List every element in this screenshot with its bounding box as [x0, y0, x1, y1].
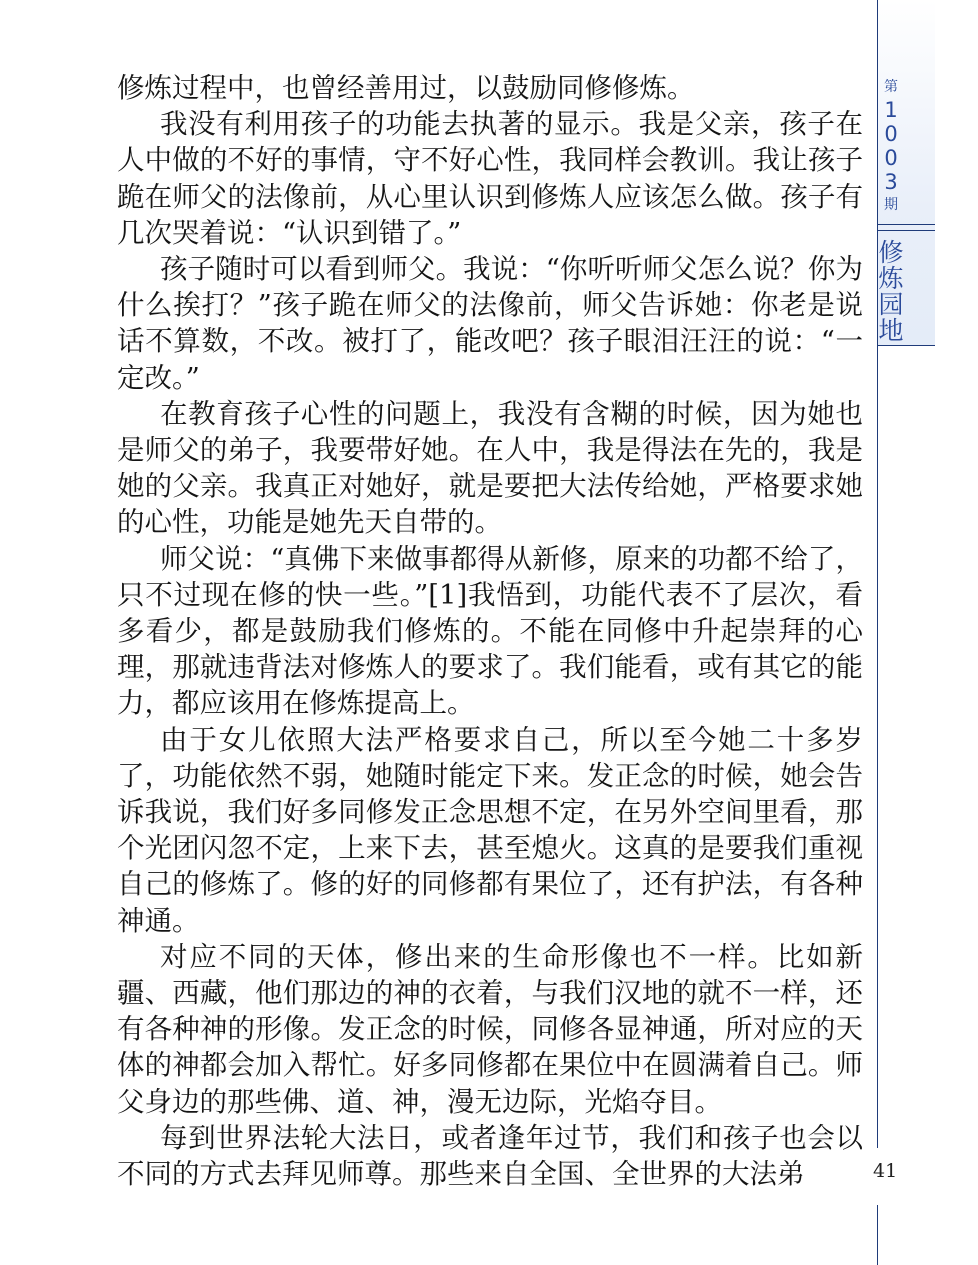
- side-divider-line-lower: [877, 1205, 878, 1265]
- paragraph-2: 我没有利用孩子的功能去执著的显示。我是父亲，孩子在人中做的不好的事情，守不好心性，我同样会教训。我让孩子跪在师父的法像前，从心里认识到修炼人应该怎么做。孩子有几次哭着说：“认识到错了。”: [117, 108, 863, 249]
- page-number: 41: [873, 1160, 898, 1182]
- article-body: [117, 70, 863, 1192]
- paragraph-4: 在教育孩子心性的问题上，我没有含糊的时候，因为她也是师父的弟子，我要带好她。在人中，我是得法在先的，我是她的父亲。我真正对她好，就是要把大法传给她，严格要求她的心性，功能是她先天自带的。: [117, 397, 863, 539]
- section-char-2: 炼: [878, 264, 904, 293]
- section-title: [877, 240, 905, 344]
- section-char-3: 园: [878, 290, 904, 319]
- side-rule-1: [877, 224, 935, 225]
- issue-digit-3: 0: [884, 146, 898, 170]
- paragraph-7: 对应不同的天体，修出来的生命形像也不一样。比如新疆、西藏，他们那边的神的衣着，与我们汉地的就不一样，还有各种神的形像。发正念的时候，同修各显神通，所对应的天体的神都会加入帮忙。好多同修都在果位中在圆满着自己。师父身边的那些佛、道、神，漫无边际，光焰夺目。: [117, 940, 863, 1118]
- paragraph-3: 孩子随时可以看到师父。我说：“你听听师父怎么说？你为什么挨打？”孩子跪在师父的法像前，师父告诉她：你老是说话不算数，不改。被打了，能改吧？孩子眼泪汪汪的说：“一定改。”: [117, 253, 863, 394]
- issue-digit-1: 1: [884, 98, 898, 122]
- paragraph-8: 每到世界法轮大法日，或者逢年过节，我们和孩子也会以不同的方式去拜见师尊。那些来自全国、全世界的大法弟: [117, 1121, 863, 1191]
- side-rule-2: [877, 230, 935, 231]
- section-char-1: 修: [878, 238, 904, 267]
- paragraph-5: 师父说：“真佛下来做事都得从新修，原来的功都不给了，只不过现在修的快一些。”[1]我悟到，功能代表不了层次，看多看少，都是鼓励我们修炼的。不能在同修中升起崇拜的心理，那就违背法对修炼人的要求了。我们能看，或有其它的能力，都应该用在修炼提高上。: [117, 542, 863, 720]
- issue-prefix: 第: [884, 79, 898, 95]
- side-rule-3: [877, 345, 935, 346]
- issue-digit-2: 0: [884, 122, 898, 146]
- section-char-4: 地: [878, 316, 904, 345]
- issue-suffix: 期: [884, 197, 898, 213]
- page-side-bar: [877, 0, 935, 1265]
- paragraph-1: 修炼过程中，也曾经善用过，以鼓励同修修炼。: [117, 72, 695, 104]
- paragraph-6: 由于女儿依照大法严格要求自己，所以至今她二十多岁了，功能依然不弱，她随时能定下来。发正念的时候，她会告诉我说，我们好多同修发正念思想不定，在另外空间里看，那个光团闪忽不定，上来下去，甚至熄火。这真的是要我们重视自己的修炼了。修的好的同修都有果位了，还有护法，有各种神通。: [117, 723, 863, 937]
- issue-number: [877, 76, 905, 216]
- issue-digit-4: 3: [884, 170, 898, 194]
